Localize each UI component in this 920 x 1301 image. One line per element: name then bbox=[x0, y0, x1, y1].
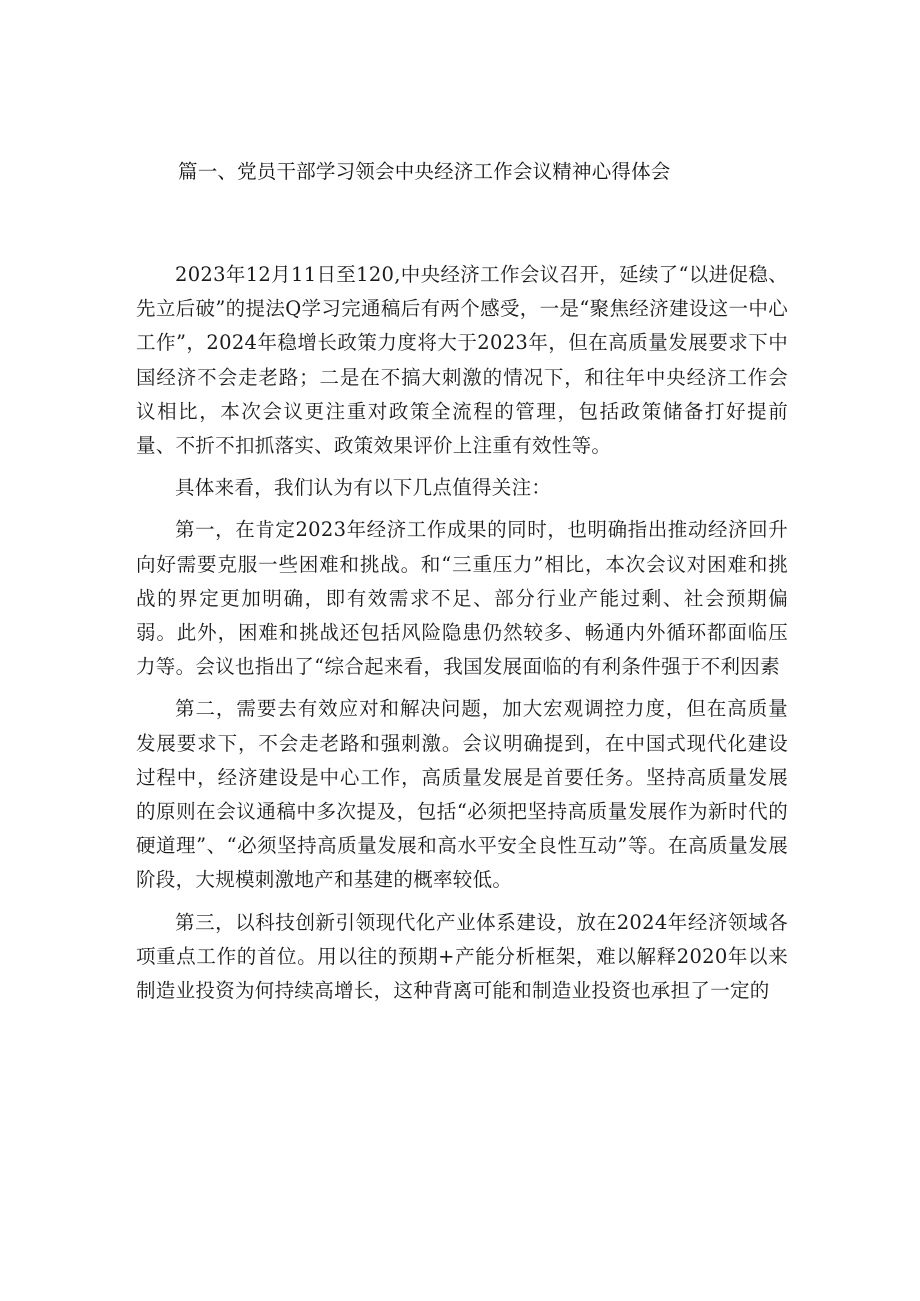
paragraph-point-two: 第二，需要去有效应对和解决问题，加大宏观调控力度，但在高质量发展要求下，不会走老路和强刺激。会议明确提到，在中国式现代化建设过程中，经济建设是中心工作，高质量发展是首要任务。坚持高质量发展的原则在会议通稿中多次提及，包括“必须把坚持高质量发展作为新时代的硬道理”、“必须坚持高质量发展和高水平安全良性互动”等。在高质量发展阶段，大规模刺激地产和基建的概率较低。 bbox=[136, 697, 788, 892]
document-body bbox=[136, 258, 788, 1016]
paragraph-point-one: 第一，在肯定2023年经济工作成果的同时，也明确指出推动经济回升向好需要克服一些困难和挑战。和“三重压力”相比，本次会议对困难和挑战的界定更加明确，即有效需求不足、部分行业产能过剩、社会预期偏弱。此外，困难和挑战还包括风险隐患仍然较多、畅通内外循环都面临压力等。会议也指出了“综合起来看，我国发展面临的有利条件强于不利因素 bbox=[136, 518, 788, 679]
document-title: 篇一、党员干部学习领会中央经济工作会议精神心得体会 bbox=[178, 160, 671, 183]
paragraph-focus-points: 具体来看，我们认为有以下几点值得关注： bbox=[175, 476, 552, 500]
paragraph-point-three: 第三，以科技创新引领现代化产业体系建设，放在2024年经济领域各项重点工作的首位。用以往的预期+产能分析框架，难以解释2020年以来制造业投资为何持续高增长，这种背离可能和制造业投资也承担了一定的 bbox=[136, 910, 788, 1003]
paragraph-intro: 2023年12月11日至120,中央经济工作会议召开，延续了“以进促稳、先立后破”的提法Q学习完通稿后有两个感受，一是“聚焦经济建设这一中心工作”，2024年稳增长政策力度将大于2023年，但在高质量发展要求下中国经济不会走老路；二是在不搞大刺激的情况下，和往年中央经济工作会议相比，本次会议更注重对政策全流程的管理，包括政策储备打好提前量、不折不扣抓落实、政策效果评价上注重有效性等。 bbox=[136, 263, 788, 458]
